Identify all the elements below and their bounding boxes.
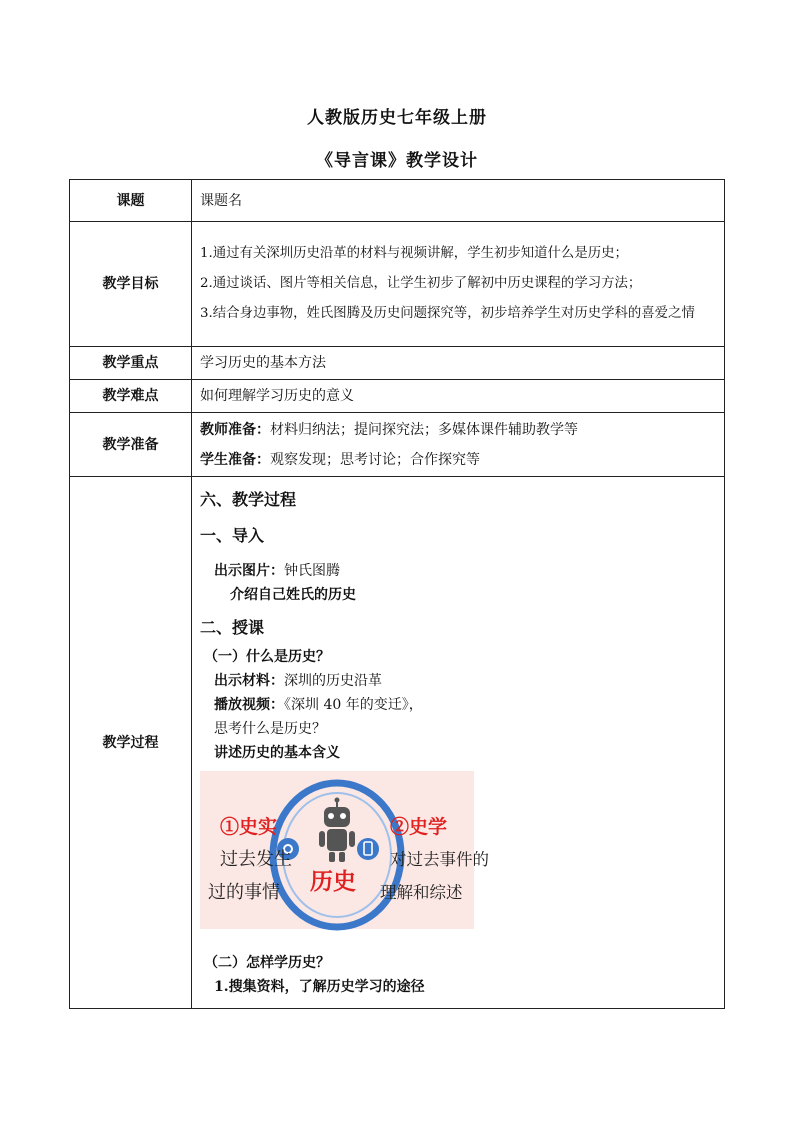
q1-think: 思考什么是历史？ bbox=[214, 721, 326, 737]
right-title: ②史学 bbox=[390, 817, 448, 838]
row-prep bbox=[70, 413, 725, 477]
q1-video-value: 《深圳 40 年的变迁》， bbox=[284, 697, 423, 713]
process-heading: 六、教学过程 bbox=[200, 490, 297, 509]
document-title: 人教版历史七年级上册 bbox=[307, 108, 487, 128]
left-line2: 过的事情 bbox=[208, 882, 280, 902]
topic-value: 课题名 bbox=[192, 180, 725, 222]
document-subtitle: 《导言课》教学设计 bbox=[316, 151, 478, 171]
q2-item1: 1.搜集资料，了解历史学习的途径 bbox=[214, 979, 425, 995]
student-prep-value: 观察发现；思考讨论；合作探究等 bbox=[270, 451, 480, 468]
q1-video-label: 播放视频： bbox=[214, 697, 284, 713]
q1-heading: （一）什么是历史？ bbox=[204, 649, 330, 665]
goals-label: 教学目标 bbox=[70, 222, 192, 347]
goal-item: 3.结合身边事物，姓氏图腾及历史问题探究等，初步培养学生对历史学科的喜爱之情 bbox=[200, 306, 695, 321]
goal-item: 1.通过有关深圳历史沿革的材料与视频讲解，学生初步知道什么是历史； bbox=[200, 246, 628, 261]
goal-item: 2.通过谈话、图片等相关信息，让学生初步了解初中历史课程的学习方法； bbox=[200, 276, 642, 291]
part2-heading: 二、授课 bbox=[200, 618, 265, 637]
process-content bbox=[192, 477, 725, 1009]
difficulty-value: 如何理解学习历史的意义 bbox=[192, 380, 725, 413]
row-process bbox=[70, 477, 725, 1009]
goals-list bbox=[192, 222, 725, 347]
q1-material-label: 出示材料： bbox=[214, 673, 284, 689]
row-topic bbox=[70, 180, 725, 222]
right-line1: 对过去事件的 bbox=[390, 851, 489, 869]
row-goals bbox=[70, 222, 725, 347]
teacher-prep-value: 材料归纳法；提问探究法；多媒体课件辅助教学等 bbox=[270, 421, 578, 438]
key-value: 学习历史的基本方法 bbox=[192, 347, 725, 380]
q2-heading: （二）怎样学历史？ bbox=[204, 955, 330, 971]
prep-label: 教学准备 bbox=[70, 413, 192, 477]
history-diagram bbox=[200, 771, 489, 929]
process-label: 教学过程 bbox=[70, 477, 192, 1009]
center-title: 历史 bbox=[310, 868, 356, 894]
topic-label: 课题 bbox=[70, 180, 192, 222]
teacher-prep-label: 教师准备： bbox=[200, 421, 270, 438]
right-line2: 理解和综述 bbox=[380, 884, 463, 902]
part1-show-value: 钟氏图腾 bbox=[284, 563, 340, 579]
part1-show-label: 出示图片： bbox=[214, 563, 284, 579]
left-line1: 过去发生 bbox=[220, 849, 292, 869]
prep-content bbox=[192, 413, 725, 477]
row-difficulty bbox=[70, 380, 725, 413]
part1-intro: 介绍自己姓氏的历史 bbox=[230, 587, 356, 603]
row-key bbox=[70, 347, 725, 380]
q1-material-value: 深圳的历史沿革 bbox=[284, 673, 382, 689]
part1-heading: 一、导入 bbox=[200, 526, 265, 545]
key-label: 教学重点 bbox=[70, 347, 192, 380]
student-prep-label: 学生准备： bbox=[200, 451, 270, 468]
difficulty-label: 教学难点 bbox=[70, 380, 192, 413]
lesson-plan-table bbox=[69, 179, 725, 1009]
left-title: ①史实 bbox=[220, 817, 278, 838]
q1-explain: 讲述历史的基本含义 bbox=[214, 745, 340, 761]
